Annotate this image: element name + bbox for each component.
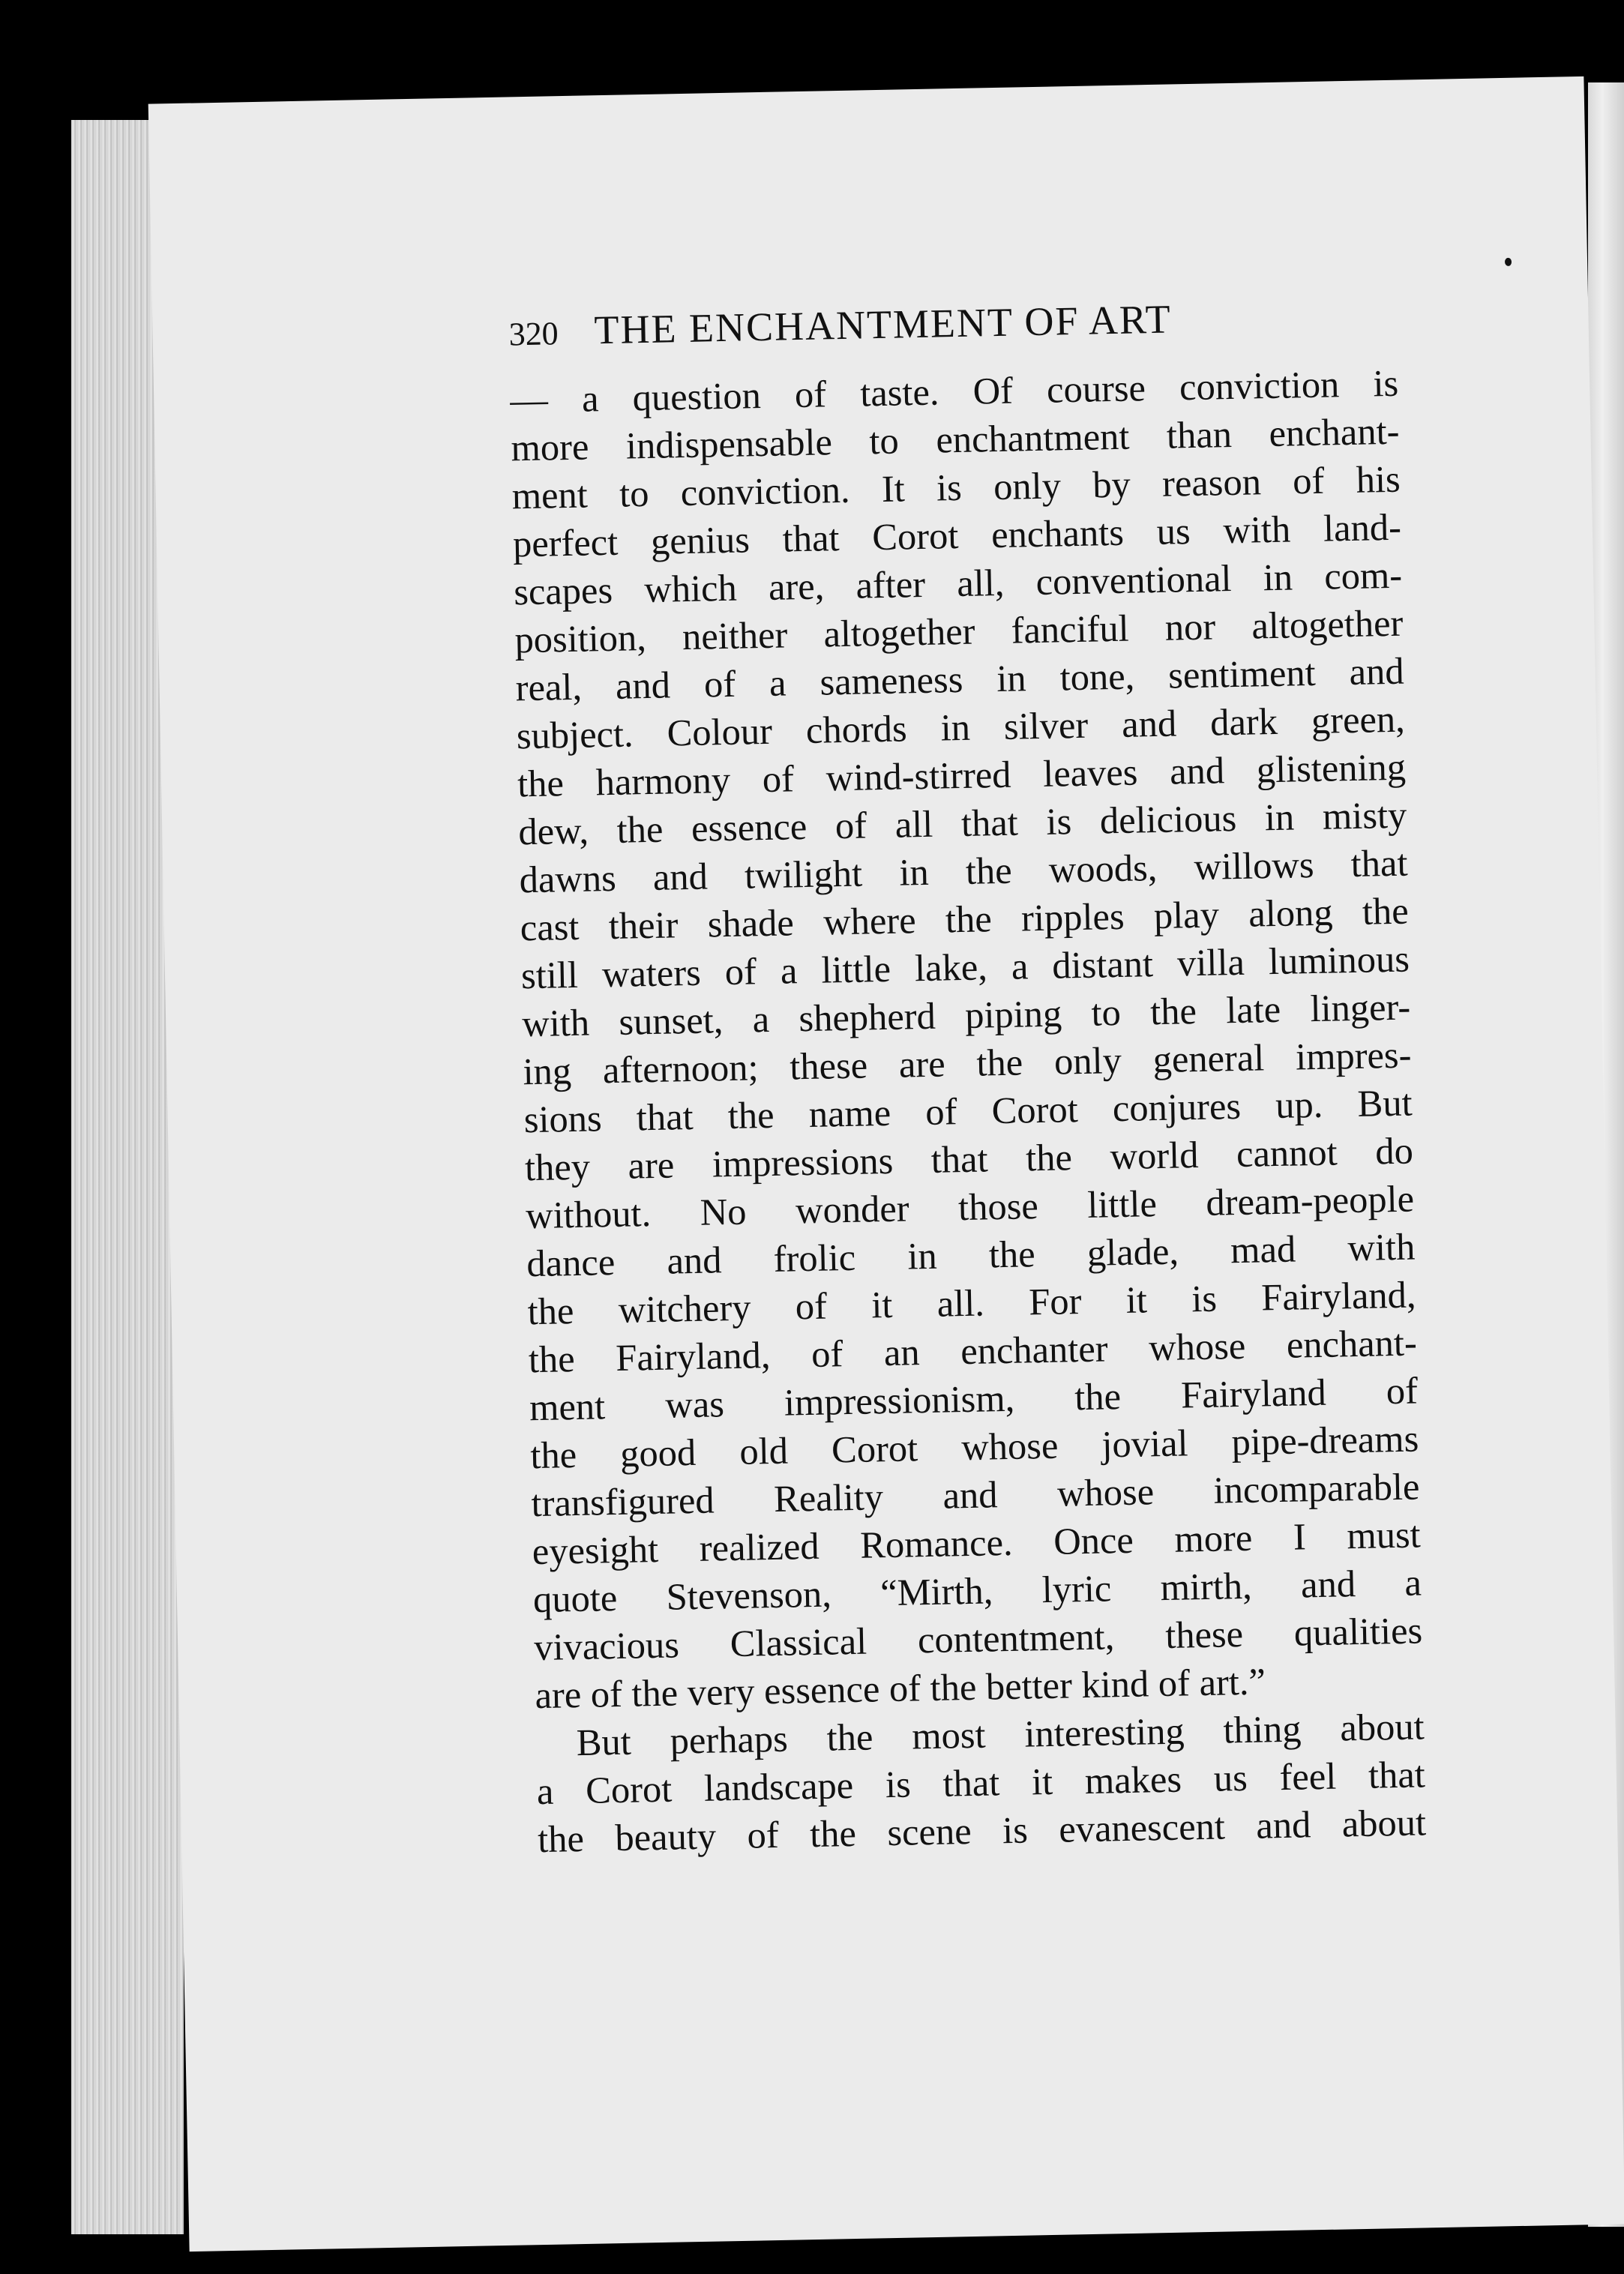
text-line: — a question of taste. Of course conviction is (509, 361, 1399, 421)
text-line: are of the very essence of the better kind of art.” (534, 1660, 1266, 1717)
text-line: they are impressions that the world cannot do (524, 1129, 1414, 1189)
text-line: transfigured Reality and whose incomparable (531, 1465, 1420, 1525)
text-line: the beauty of the scene is evanescent and about (537, 1801, 1427, 1861)
text-line: still waters of a little lake, a distant villa luminous (520, 937, 1410, 997)
book-page (148, 76, 1624, 2252)
text-line: quote Stevenson, “Mirth, lyric mirth, and a (532, 1561, 1422, 1621)
text-line: But perhaps the most interesting thing about (576, 1705, 1425, 1764)
page-header (508, 291, 1409, 368)
text-line: scapes which are, after all, conventional in com- (513, 553, 1403, 613)
page-number: 320 (508, 315, 559, 353)
body-text (510, 359, 1427, 1863)
text-line: the good old Corot whose jovial pipe-dreams (529, 1417, 1419, 1477)
text-line: the Fairyland, of an enchanter whose enchant- (528, 1321, 1418, 1381)
text-line: without. No wonder those little dream-people (525, 1177, 1415, 1237)
text-line: ing afternoon; these are the only general impres- (523, 1033, 1412, 1093)
text-line: the harmony of wind-stirred leaves and glistening (517, 745, 1407, 805)
text-line: vivacious Classical contentment, these qualities (533, 1609, 1423, 1669)
text-line: a Corot landscape is that it makes us feel that (536, 1753, 1426, 1813)
text-line: real, and of a sameness in tone, sentiment and (515, 649, 1405, 709)
text-line: position, neither altogether fanciful nor altogether (514, 601, 1404, 661)
text-line: the witchery of it all. For it is Fairyland, (527, 1273, 1417, 1333)
text-line: eyesight realized Romance. Once more I must (532, 1513, 1422, 1573)
ink-speck (1505, 258, 1512, 266)
text-line: with sunset, a shepherd piping to the late linger- (521, 985, 1411, 1045)
text-line: dance and frolic in the glade, mad with (526, 1225, 1416, 1285)
text-line: ment to conviction. It is only by reason of his (511, 457, 1401, 517)
text-line: more indispensable to enchantment than enchant- (511, 409, 1400, 469)
text-line: cast their shade where the ripples play along the (520, 889, 1410, 949)
text-line: ment was impressionism, the Fairyland of (529, 1369, 1419, 1429)
text-line: dew, the essence of all that is delicious in misty (517, 793, 1407, 853)
text-line: perfect genius that Corot enchants us with land- (512, 505, 1402, 565)
text-line: dawns and twilight in the woods, willows that (519, 841, 1408, 901)
text-line: subject. Colour chords in silver and dark green, (516, 697, 1406, 757)
running-title: THE ENCHANTMENT OF ART (594, 296, 1173, 353)
text-line: sions that the name of Corot conjures up. But (523, 1081, 1413, 1141)
